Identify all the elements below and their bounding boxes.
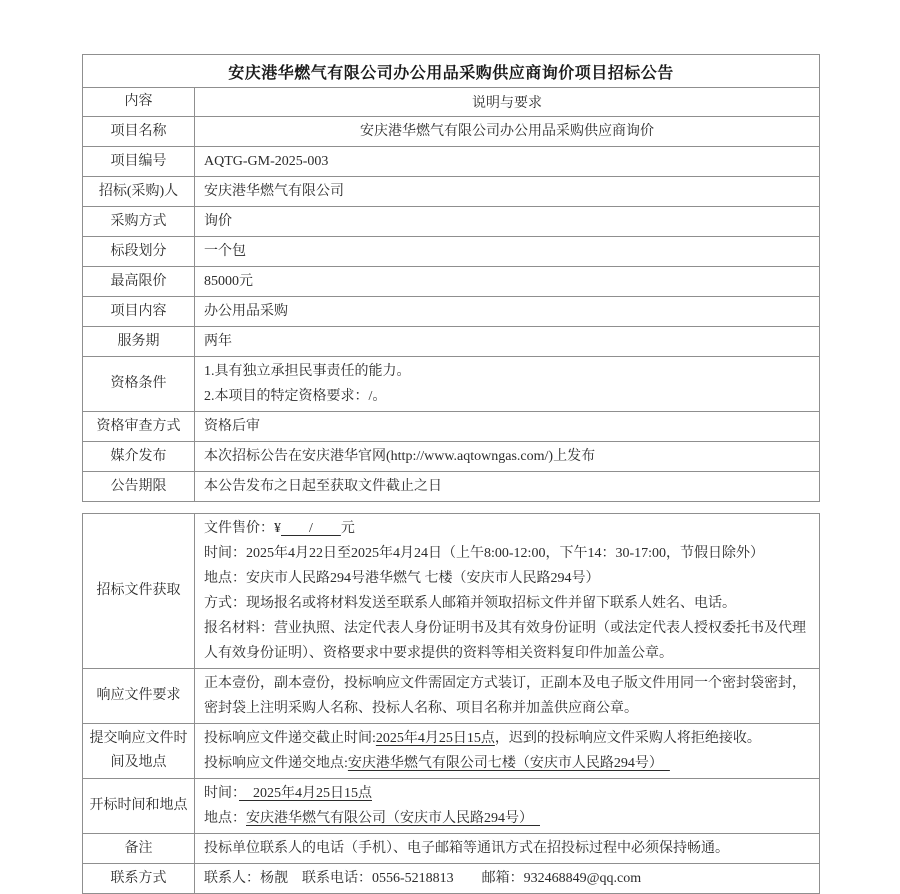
text-segment: 地点：安庆市人民路294号港华燃气 七楼（安庆市人民路294号）: [204, 571, 600, 586]
row-label: 采购方式: [83, 207, 195, 237]
details-table: [82, 513, 820, 894]
row-value: [195, 267, 820, 297]
text-line: [204, 444, 810, 469]
announcement-table-body: [83, 117, 820, 502]
row-value: [195, 357, 820, 412]
text-segment: 地点：: [204, 811, 246, 826]
title-row: [83, 55, 820, 88]
underlined-text: 安庆港华燃气有限公司（安庆市人民路294号）: [246, 811, 540, 826]
table-gap: [82, 502, 820, 513]
text-line: [204, 566, 810, 591]
text-segment: 询价: [204, 214, 232, 229]
row-label: 招标文件获取: [83, 514, 195, 669]
text-segment: AQTG-GM-2025-003: [204, 154, 329, 169]
text-line: [204, 119, 810, 144]
row-label: 联系方式: [83, 864, 195, 894]
text-line: [204, 781, 810, 806]
header-label-requirements: 说明与要求: [195, 88, 820, 117]
text-line: [204, 299, 810, 324]
text-segment: 2.本项目的特定资格要求：/。: [204, 389, 387, 404]
table-row: [83, 117, 820, 147]
announcement-table: [82, 54, 820, 502]
underlined-text: 2025年4月25日15点: [375, 731, 495, 746]
text-line: [204, 726, 810, 751]
table-row: [83, 177, 820, 207]
table-row: [83, 864, 820, 894]
row-value: [195, 669, 820, 724]
row-label: 资格审查方式: [83, 412, 195, 442]
text-line: [204, 836, 810, 861]
text-segment: 安庆港华燃气有限公司: [204, 184, 344, 199]
row-label: 服务期: [83, 327, 195, 357]
row-value: [195, 207, 820, 237]
text-line: [204, 474, 810, 499]
text-segment: 正本壹份，副本壹份，投标响应文件需固定方式装订，正副本及电子版文件用同一个密封袋密封，密封袋上注明采购人名称、投标人名称、项目名称并加盖供应商公章。: [204, 676, 806, 716]
text-segment: 安庆港华燃气有限公司办公用品采购供应商询价: [360, 124, 654, 139]
table-row: [83, 669, 820, 724]
row-value: [195, 327, 820, 357]
row-value: [195, 724, 820, 779]
text-segment: 投标响应文件递交地点:: [204, 756, 348, 771]
row-value: [195, 177, 820, 207]
text-line: [204, 591, 810, 616]
announcement-title: 安庆港华燃气有限公司办公用品采购供应商询价项目招标公告: [83, 55, 820, 88]
text-segment: 两年: [204, 334, 232, 349]
text-segment: 元: [340, 521, 355, 536]
text-line: [204, 269, 810, 294]
details-table-body: [83, 514, 820, 894]
text-line: [204, 384, 810, 409]
row-label: 标段划分: [83, 237, 195, 267]
text-segment: 投标响应文件递交截止时间:: [204, 731, 376, 746]
table-row: [83, 357, 820, 412]
row-value: [195, 864, 820, 894]
row-label: 提交响应文件时间及地点: [83, 724, 195, 779]
table-row: [83, 207, 820, 237]
text-line: [204, 616, 810, 666]
row-label: 最高限价: [83, 267, 195, 297]
row-label: 公告期限: [83, 472, 195, 502]
text-segment: 办公用品采购: [204, 304, 288, 319]
table-row: [83, 327, 820, 357]
text-segment: ，迟到的投标响应文件采购人将拒绝接收。: [494, 731, 761, 746]
row-label: 响应文件要求: [83, 669, 195, 724]
text-line: [204, 671, 810, 721]
row-label: 资格条件: [83, 357, 195, 412]
text-segment: 本次招标公告在安庆港华官网(http://www.aqtowngas.com/)上发布: [204, 449, 596, 464]
table-row: [83, 514, 820, 669]
header-row: [83, 88, 820, 117]
row-label: 项目编号: [83, 147, 195, 177]
text-line: [204, 329, 810, 354]
row-value: [195, 147, 820, 177]
table-row: [83, 412, 820, 442]
row-value: [195, 834, 820, 864]
row-value: [195, 779, 820, 834]
row-value: [195, 442, 820, 472]
text-line: [204, 866, 810, 891]
row-label: 项目名称: [83, 117, 195, 147]
row-label: 媒介发布: [83, 442, 195, 472]
text-line: [204, 806, 810, 831]
table-row: [83, 779, 820, 834]
table-row: [83, 267, 820, 297]
text-segment: 投标单位联系人的电话（手机）、电子邮箱等通讯方式在招投标过程中必须保持畅通。: [204, 841, 729, 856]
text-segment: 1.具有独立承担民事责任的能力。: [204, 364, 411, 379]
table-row: [83, 297, 820, 327]
text-segment: 文件售价：¥: [204, 521, 281, 536]
text-line: [204, 359, 810, 384]
text-segment: 一个包: [204, 244, 246, 259]
text-line: [204, 179, 810, 204]
table-row: [83, 237, 820, 267]
text-segment: 本公告发布之日起至获取文件截止之日: [204, 479, 442, 494]
header-label-content: 内容: [83, 88, 195, 117]
text-line: [204, 149, 810, 174]
text-line: [204, 209, 810, 234]
underlined-text: 2025年4月25日15点: [239, 786, 372, 801]
text-line: [204, 751, 810, 776]
text-line: [204, 239, 810, 264]
text-segment: 资格后审: [204, 419, 260, 434]
table-row: [83, 147, 820, 177]
row-value: [195, 412, 820, 442]
table-row: [83, 724, 820, 779]
row-value: [195, 472, 820, 502]
row-value: [195, 514, 820, 669]
row-label: 项目内容: [83, 297, 195, 327]
text-segment: 85000元: [204, 274, 253, 289]
text-segment: 联系人：杨靓 联系电话：0556-5218813 邮箱：932468849@qq.com: [204, 871, 642, 886]
table-row: [83, 472, 820, 502]
text-line: [204, 541, 810, 566]
text-segment: 时间：2025年4月22日至2025年4月24日（上午8:00-12:00，下午14：30-17:00，节假日除外）: [204, 546, 764, 561]
row-label: 招标(采购)人: [83, 177, 195, 207]
row-label: 备注: [83, 834, 195, 864]
row-label: 开标时间和地点: [83, 779, 195, 834]
text-line: [204, 516, 810, 541]
underlined-text: 安庆港华燃气有限公司七楼（安庆市人民路294号）: [347, 756, 670, 771]
text-segment: 方式：现场报名或将材料发送至联系人邮箱并领取招标文件并留下联系人姓名、电话。: [204, 596, 736, 611]
row-value: [195, 117, 820, 147]
table-row: [83, 442, 820, 472]
underlined-text: /: [281, 521, 341, 536]
row-value: [195, 237, 820, 267]
text-line: [204, 414, 810, 439]
text-segment: 报名材料：营业执照、法定代表人身份证明书及其有效身份证明（或法定代表人授权委托书及代理人有效身份证明）、资格要求中要求提供的资料等相关资料复印件加盖公章。: [204, 621, 806, 661]
table-row: [83, 834, 820, 864]
text-segment: 时间：: [204, 786, 239, 801]
row-value: [195, 297, 820, 327]
document-page: [82, 54, 820, 894]
